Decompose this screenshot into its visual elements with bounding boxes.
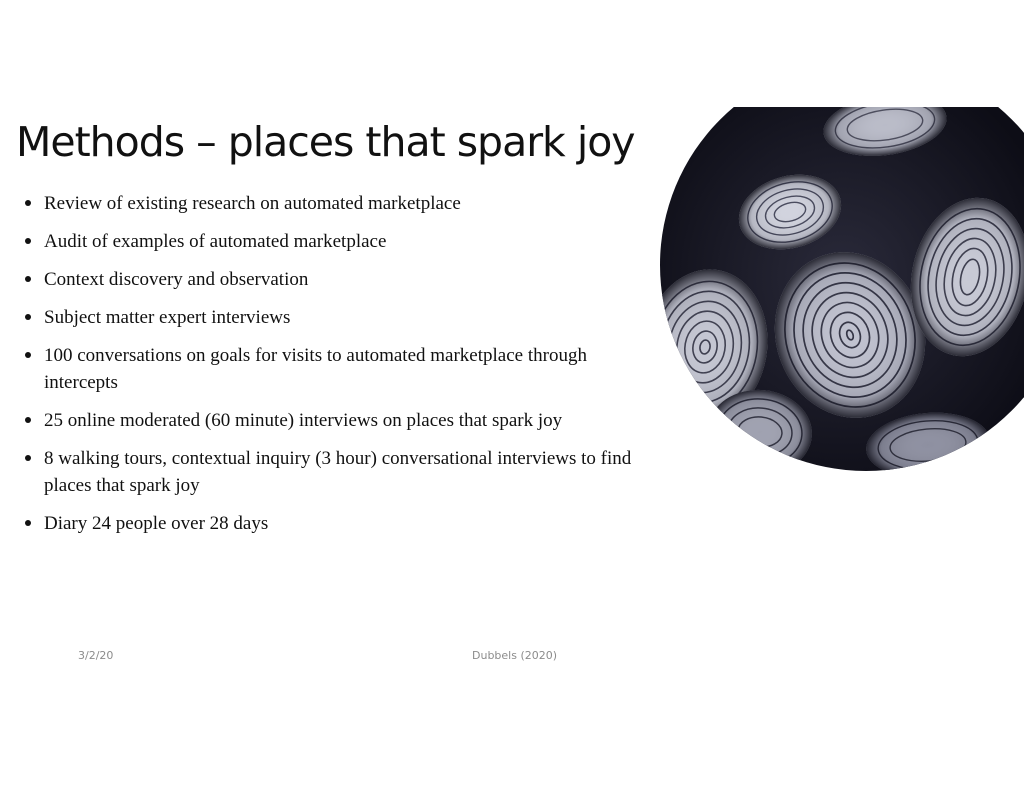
bullet-text: 25 online moderated (60 minute) interviews on places that spark joy [44, 410, 563, 431]
bullet-dot-icon [25, 417, 31, 423]
bullet-item [22, 445, 642, 499]
bullet-item [22, 228, 642, 255]
bullet-list [22, 190, 642, 548]
bullet-dot-icon [25, 238, 31, 244]
bullet-text: Subject matter expert interviews [44, 307, 291, 328]
bullet-dot-icon [25, 200, 31, 206]
bullet-item [22, 266, 642, 293]
bullet-dot-icon [25, 314, 31, 320]
slide-title: Methods – places that spark joy [16, 118, 635, 166]
bullet-text: 8 walking tours, contextual inquiry (3 hour) conversational interviews to find places that spark joy [44, 448, 632, 496]
bullet-text: 100 conversations on goals for visits to automated marketplace through intercepts [44, 345, 587, 393]
bullet-item [22, 407, 642, 434]
footer-date: 3/2/20 [78, 649, 114, 662]
bullet-item [22, 342, 642, 396]
bullet-text: Diary 24 people over 28 days [44, 513, 269, 534]
bullet-text: Context discovery and observation [44, 269, 309, 290]
bullet-item [22, 304, 642, 331]
bullet-text: Audit of examples of automated marketplace [44, 231, 387, 252]
footer-citation: Dubbels (2020) [472, 649, 558, 662]
bullet-dot-icon [25, 520, 31, 526]
bullet-dot-icon [25, 276, 31, 282]
bullet-dot-icon [25, 352, 31, 358]
bullet-item [22, 190, 642, 217]
bullet-dot-icon [25, 455, 31, 461]
bullet-text: Review of existing research on automated marketplace [44, 193, 461, 214]
bullet-item [22, 510, 642, 537]
fingerprint-photo [660, 107, 1024, 485]
